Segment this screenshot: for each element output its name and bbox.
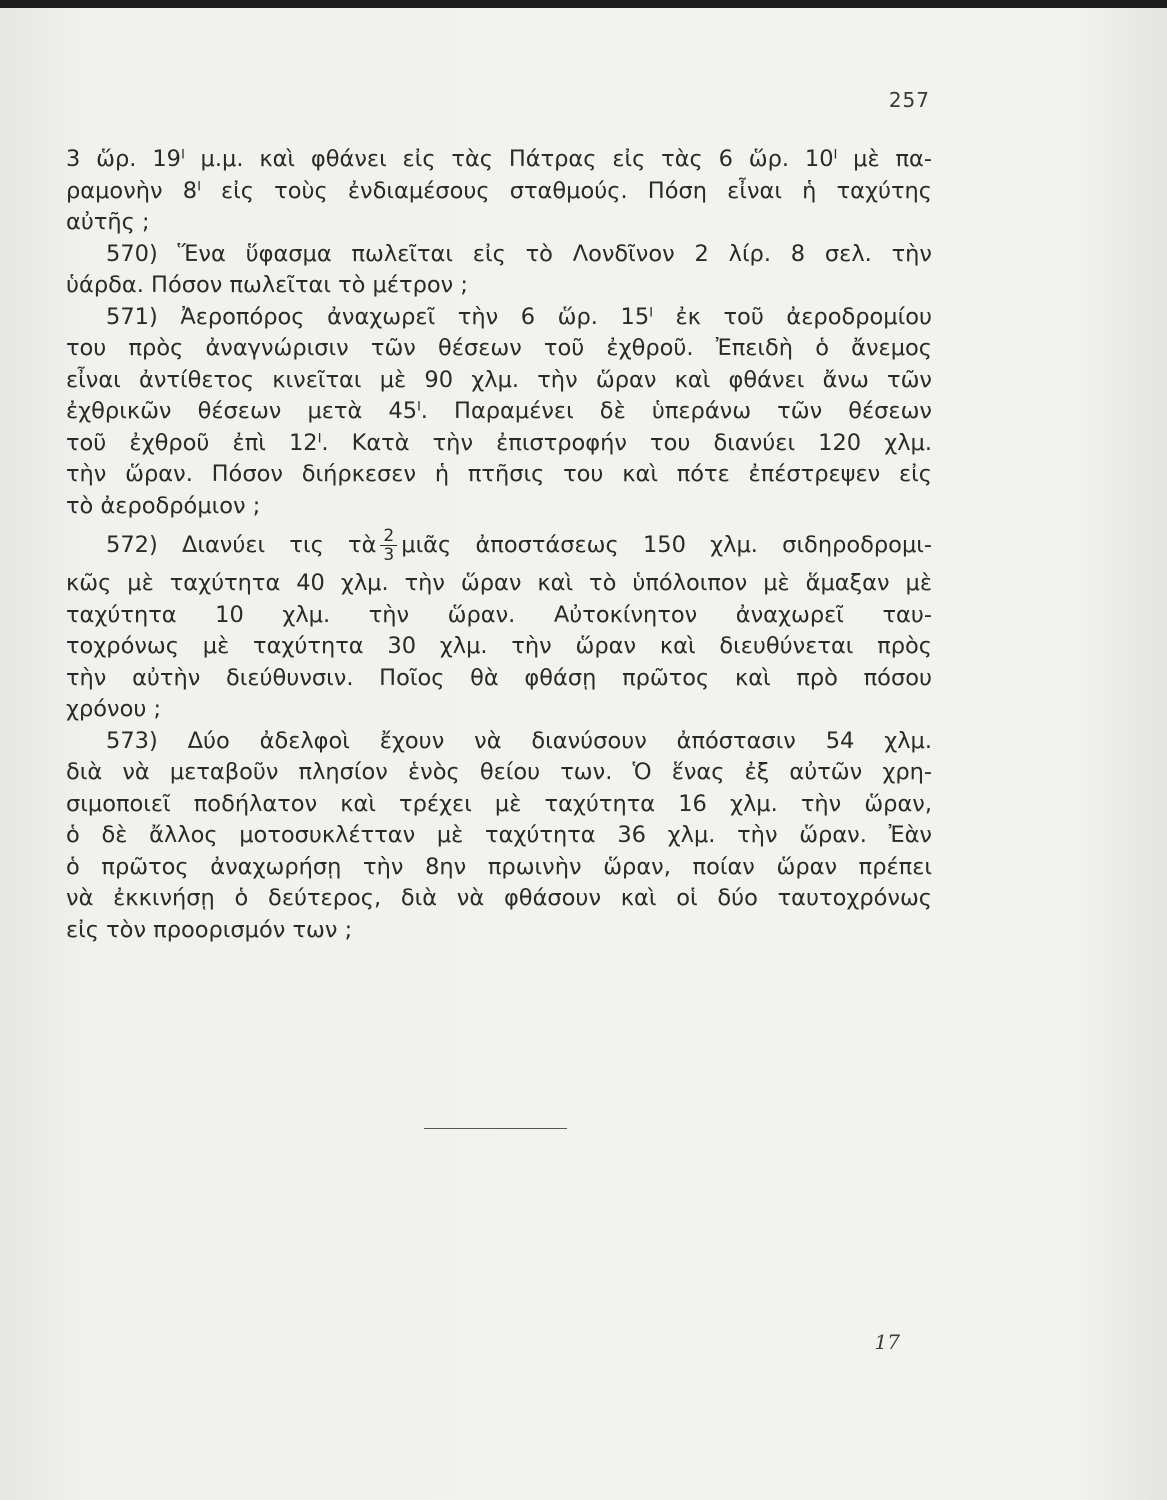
text-line: τὴν ὥραν. Πόσον διήρκεσεν ἡ πτῆσις του καὶ πότε ἐπέστρεψεν εἰς: [66, 461, 932, 487]
text-line: αὐτῆς ;: [66, 209, 150, 235]
page-number: 257: [888, 88, 930, 112]
text-line: σιμοποιεῖ ποδήλατον καὶ τρέχει μὲ ταχύτητα 16 χλμ. τὴν ὥραν,: [66, 790, 932, 817]
text-segment: μιᾶς ἀποστάσεως 150 χλμ. σιδηροδρομι-: [401, 532, 932, 558]
text-line: ταχύτητα 10 χλμ. τὴν ὥραν. Αὐτοκίνητον ἀναχωρεῖ ταυ-: [66, 601, 932, 628]
text-line: τὴν αὐτὴν διεύθυνσιν. Ποῖος θὰ φθάσῃ πρῶτος καὶ πρὸ πόσου: [66, 664, 932, 691]
exercise-text: [66, 144, 932, 946]
text-line: νὰ ἐκκινήσῃ ὁ δεύτερος, διὰ νὰ φθάσουν καὶ οἱ δύο ταυτοχρόνως: [66, 885, 932, 911]
text-line: κῶς μὲ ταχύτητα 40 χλμ. τὴν ὥραν καὶ τὸ ὑπόλοιπον μὲ ἅμαξαν μὲ: [66, 570, 932, 596]
text-line: χρόνου ;: [66, 696, 162, 722]
text-line: του πρὸς ἀναγνώρισιν τῶν θέσεων τοῦ ἐχθροῦ. Ἐπειδὴ ὁ ἄνεμος: [66, 335, 932, 361]
text-line: εἰς τὸν προορισμόν των ;: [66, 916, 353, 943]
signature-mark: 17: [874, 1330, 900, 1354]
text-line: 3 ὥρ. 19ˡ μ.μ. καὶ φθάνει εἰς τὰς Πάτρας εἰς τὰς 6 ὥρ. 10ˡ μὲ πα-: [66, 146, 932, 172]
text-line: εἶναι ἀντίθετος κινεῖται μὲ 90 χλμ. τὴν ὥραν καὶ φθάνει ἄνω τῶν: [66, 366, 932, 393]
scan-top-edge: [0, 0, 1167, 8]
problem-570-start: 570) Ἕνα ὕφασμα πωλεῖται εἰς τὸ Λονδῖνον 2 λίρ. 8 σελ. τὴν: [106, 240, 932, 267]
text-line: διὰ νὰ μεταβοῦν πλησίον ἑνὸς θείου των. Ὁ ἕνας ἐξ αὐτῶν χρη-: [66, 759, 932, 785]
problem-573-start: 573) Δύο ἀδελφοὶ ἔχουν νὰ διανύσουν ἀπόστασιν 54 χλμ.: [106, 727, 932, 754]
text-line: ὁ δὲ ἄλλος μοτοσυκλέτταν μὲ ταχύτητα 36 χλμ. τὴν ὥραν. Ἐὰν: [66, 822, 932, 848]
text-line: ἐχθρικῶν θέσεων μετὰ 45ˡ. Παραμένει δὲ ὑπεράνω τῶν θέσεων: [66, 398, 932, 424]
text-line: ὑάρδα. Πόσον πωλεῖται τὸ μέτρον ;: [66, 272, 468, 298]
section-divider: [424, 1128, 567, 1129]
problem-571-start: 571) Ἀεροπόρος ἀναχωρεῖ τὴν 6 ὥρ. 15ˡ ἐκ τοῦ ἀεροδρομίου: [106, 303, 932, 330]
fraction-numerator: 2: [380, 527, 397, 546]
text-segment: 572) Διανύει τις τὰ: [106, 532, 377, 558]
text-line: ὁ πρῶτος ἀναχωρήσῃ τὴν 8ην πρωινὴν ὥραν, ποίαν ὥραν πρέπει: [66, 853, 932, 880]
problem-572-start: [66, 522, 932, 568]
text-line: τοχρόνως μὲ ταχύτητα 30 χλμ. τὴν ὥραν καὶ διευθύνεται πρὸς: [66, 633, 932, 659]
text-line: τοῦ ἐχθροῦ ἐπὶ 12ˡ. Κατὰ τὴν ἐπιστροφήν του διανύει 120 χλμ.: [66, 429, 932, 456]
fraction: [380, 527, 397, 564]
fraction-denominator: 3: [383, 545, 395, 565]
text-line: τὸ ἀεροδρόμιον ;: [66, 492, 261, 519]
text-line: ραμονὴν 8ˡ εἰς τοὺς ἐνδιαμέσους σταθμούς. Πόση εἶναι ἡ ταχύτης: [66, 177, 932, 204]
